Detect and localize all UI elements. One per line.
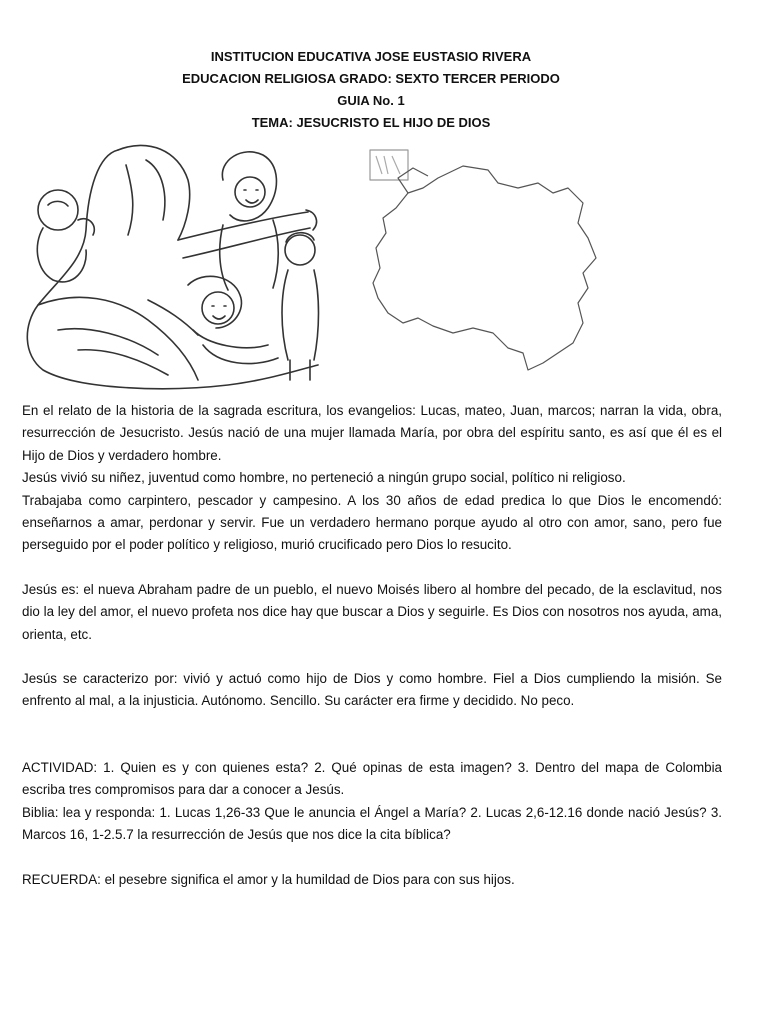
paragraph-childhood: Jesús vivió su niñez, juventud como hombre, no perteneció a ningún grupo social, político ni religioso. bbox=[22, 470, 626, 486]
guide-number: GUIA No. 1 bbox=[337, 93, 405, 108]
paragraph-work: Trabajaba como carpintero, pescador y campesino. A los 30 años de edad predica lo que Dios le encomendó: enseñarnos a amar, perdonar y servir. Fue un verdadero hermano porque ayudo al otro con amor, sano, pero fue perseguido por el poder político y religioso, murió crucificado pero Dios lo resucito. bbox=[22, 492, 722, 553]
paragraph-remember: RECUERDA: el pesebre significa el amor y la humildad de Dios para con sus hijos. bbox=[22, 871, 515, 887]
paragraph-bible-questions: Biblia: lea y responda: 1. Lucas 1,26-33 Que le anuncia el Ángel a María? 2. Lucas 2,6-12.16 donde nació Jesús? 3. Marcos 16, 1-2.5.7 la resurrección de Jesús que nos dice la cita bíblica? bbox=[22, 804, 722, 843]
guide-content bbox=[22, 400, 722, 891]
topic-title: TEMA: JESUCRISTO EL HIJO DE DIOS bbox=[251, 115, 491, 130]
paragraph-jesus-is: Jesús es: el nueva Abraham padre de un pueblo, el nuevo Moisés libero al hombre del pecado, de la esclavitud, nos dio la ley del amor, el nuevo profeta nos dice hay que buscar a Dios y seguirle. Es Dios con nosotros nos ayuda, ama, orienta, etc. bbox=[22, 581, 722, 642]
paragraph-characteristics: Jesús se caracterizo por: vivió y actuó como hijo de Dios y como hombre. Fiel a Dios cumpliendo la misión. Se enfrento al mal, a la injusticia. Autónomo. Sencillo. Su carácter era firme y decidido. No peco. bbox=[22, 671, 722, 709]
paragraph-gospels: En el relato de la historia de la sagrada escritura, los evangelios: Lucas, mateo, Juan, marcos; narran la vida, obra, resurrección de Jesucristo. Jesús nació de una mujer llamada María, por obra del espíritu santo, es así que él es el Hijo de Dios y verdadero hombre. bbox=[22, 403, 722, 463]
paragraph-activity: ACTIVIDAD: 1. Quien es y con quienes esta? 2. Qué opinas de esta imagen? 3. Dentro del mapa de Colombia escriba tres compromisos para dar a conocer a Jesús. bbox=[22, 759, 722, 798]
document-header bbox=[0, 46, 742, 134]
jesus-with-children-illustration bbox=[18, 130, 328, 395]
course-info: EDUCACION RELIGIOSA GRADO: SEXTO TERCER PERIODO bbox=[182, 71, 560, 86]
colombia-map-outline bbox=[368, 148, 600, 373]
school-name: INSTITUCION EDUCATIVA JOSE EUSTASIO RIVERA bbox=[210, 49, 532, 64]
